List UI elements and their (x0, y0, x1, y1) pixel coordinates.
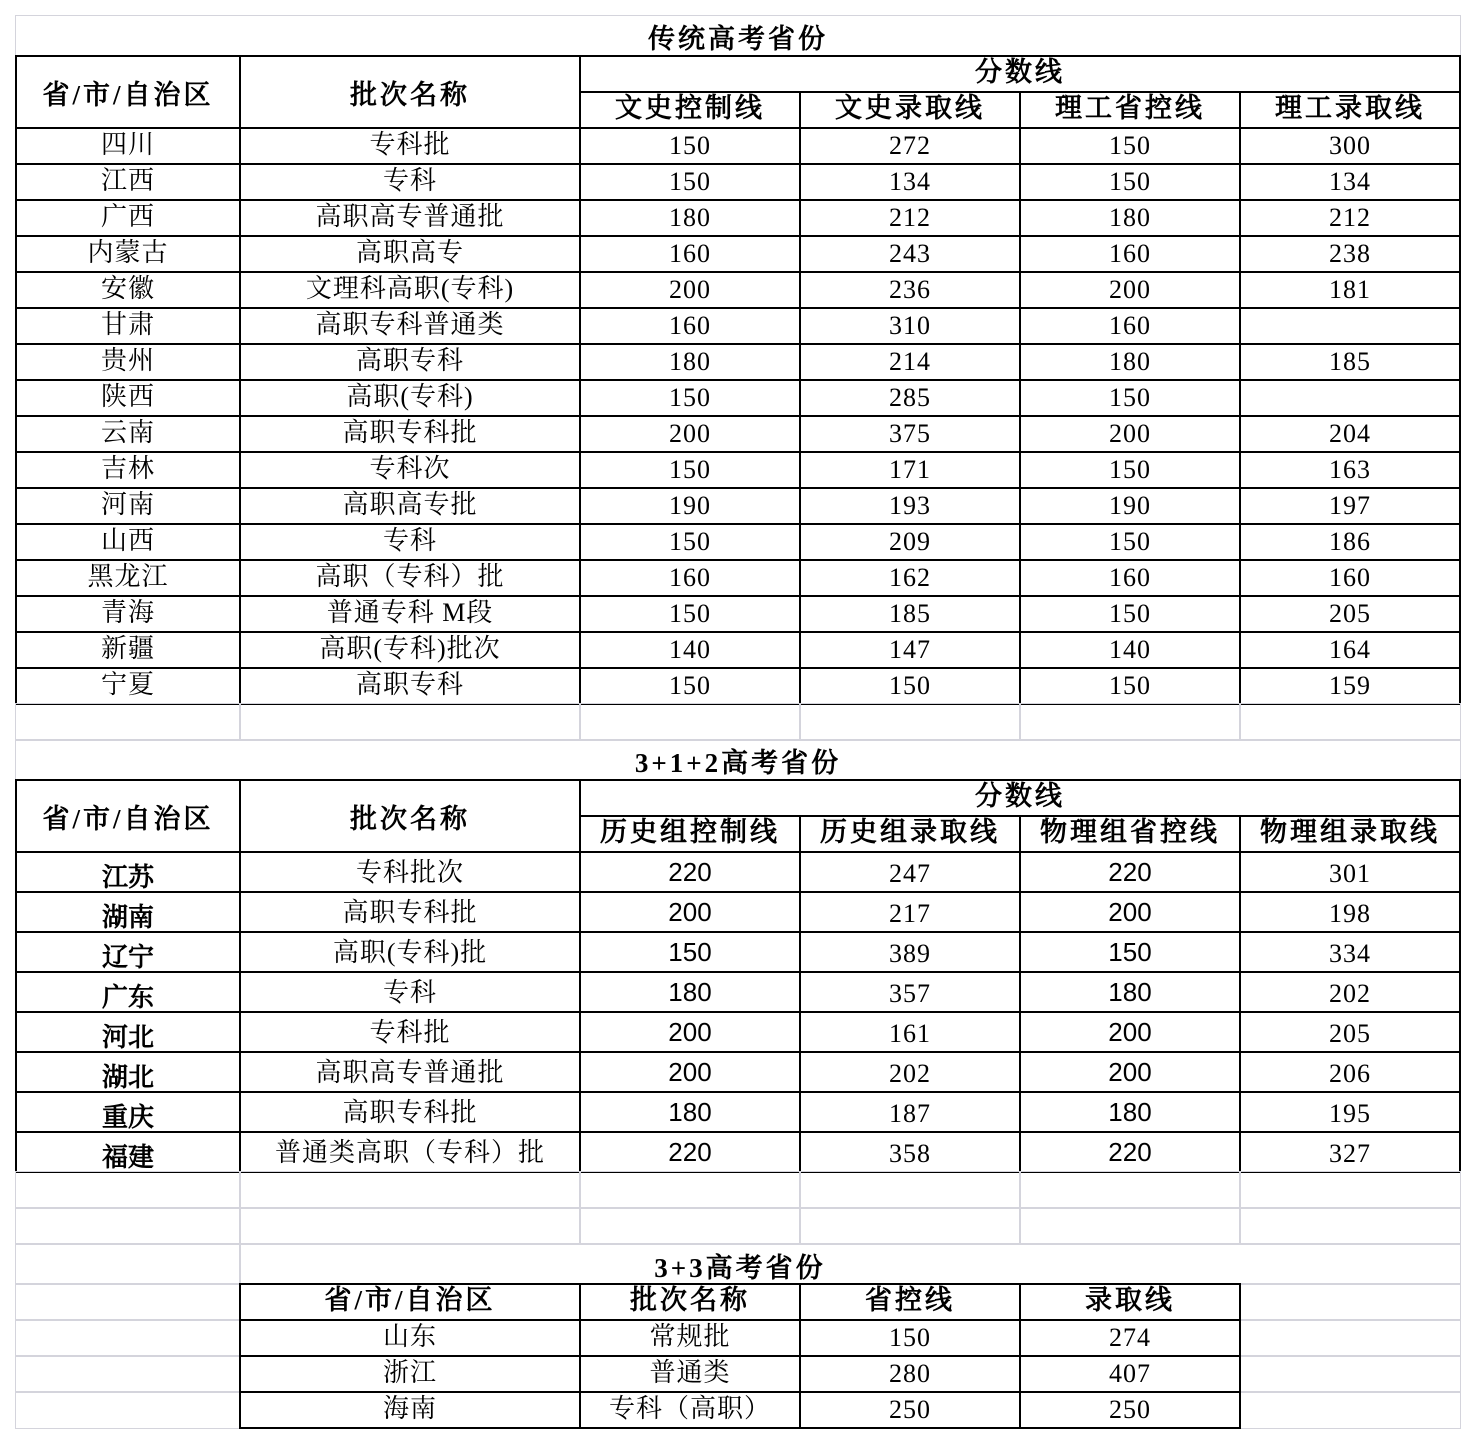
header-col[interactable]: 物理组录取线 (1239, 815, 1461, 853)
score-cell[interactable]: 164 (1239, 631, 1461, 669)
score-cell[interactable]: 150 (579, 595, 801, 633)
region-cell[interactable]: 江苏 (15, 851, 241, 893)
score-cell[interactable]: 250 (799, 1391, 1021, 1429)
score-cell[interactable]: 134 (799, 163, 1021, 201)
batch-cell[interactable]: 普通类 (579, 1355, 801, 1393)
score-cell[interactable]: 150 (579, 163, 801, 201)
batch-cell[interactable]: 高职专科批 (239, 1091, 581, 1133)
score-cell[interactable]: 150 (579, 667, 801, 705)
score-cell[interactable]: 150 (1019, 667, 1241, 705)
score-cell[interactable]: 150 (1019, 163, 1241, 201)
score-cell[interactable]: 205 (1239, 595, 1461, 633)
score-cell[interactable]: 389 (799, 931, 1021, 973)
score-cell[interactable]: 180 (1019, 199, 1241, 237)
empty-cell[interactable] (1239, 1207, 1461, 1245)
score-cell[interactable]: 236 (799, 271, 1021, 309)
batch-cell[interactable]: 高职（专科）批 (239, 559, 581, 597)
score-cell[interactable]: 160 (1019, 307, 1241, 345)
region-cell[interactable]: 甘肃 (15, 307, 241, 345)
score-cell[interactable] (1239, 379, 1461, 417)
batch-cell[interactable]: 高职专科批 (239, 415, 581, 453)
batch-cell[interactable]: 高职专科批 (239, 891, 581, 933)
empty-cell[interactable] (1019, 1207, 1241, 1245)
empty-cell[interactable] (15, 1391, 241, 1429)
header-col[interactable]: 批次名称 (579, 1283, 801, 1321)
batch-cell[interactable]: 高职专科 (239, 343, 581, 381)
region-cell[interactable]: 湖北 (15, 1051, 241, 1093)
score-cell[interactable]: 162 (799, 559, 1021, 597)
score-cell[interactable]: 186 (1239, 523, 1461, 561)
score-cell[interactable]: 190 (1019, 487, 1241, 525)
region-cell[interactable]: 四川 (15, 127, 241, 165)
empty-cell[interactable] (579, 1171, 801, 1209)
empty-cell[interactable] (15, 1355, 241, 1393)
header-col[interactable]: 历史组录取线 (799, 815, 1021, 853)
score-cell[interactable]: 140 (579, 631, 801, 669)
batch-cell[interactable]: 高职(专科) (239, 379, 581, 417)
score-cell[interactable]: 180 (1019, 343, 1241, 381)
score-cell[interactable]: 160 (1019, 235, 1241, 273)
empty-cell[interactable] (1239, 1319, 1461, 1357)
score-cell[interactable]: 358 (799, 1131, 1021, 1173)
score-cell[interactable]: 190 (579, 487, 801, 525)
score-cell[interactable]: 200 (579, 1011, 801, 1053)
section-title-3-1-2[interactable]: 3+1+2高考省份 (15, 739, 1461, 781)
score-cell[interactable]: 150 (579, 379, 801, 417)
empty-cell[interactable] (15, 1243, 241, 1285)
score-cell[interactable]: 160 (579, 559, 801, 597)
region-cell[interactable]: 浙江 (239, 1355, 581, 1393)
score-cell[interactable]: 247 (799, 851, 1021, 893)
batch-cell[interactable]: 普通类高职（专科）批 (239, 1131, 581, 1173)
score-cell[interactable]: 285 (799, 379, 1021, 417)
score-cell[interactable]: 150 (1019, 931, 1241, 973)
header-col[interactable]: 文史控制线 (579, 91, 801, 129)
empty-cell[interactable] (1019, 1171, 1241, 1209)
score-cell[interactable]: 140 (1019, 631, 1241, 669)
score-cell[interactable]: 159 (1239, 667, 1461, 705)
header-col[interactable]: 录取线 (1019, 1283, 1241, 1321)
score-cell[interactable]: 200 (1019, 271, 1241, 309)
header-col[interactable]: 理工省控线 (1019, 91, 1241, 129)
score-cell[interactable]: 180 (579, 343, 801, 381)
score-cell[interactable]: 272 (799, 127, 1021, 165)
score-cell[interactable]: 280 (799, 1355, 1021, 1393)
score-cell[interactable]: 200 (579, 271, 801, 309)
score-cell[interactable]: 150 (1019, 595, 1241, 633)
score-cell[interactable]: 160 (579, 307, 801, 345)
score-cell[interactable]: 150 (579, 127, 801, 165)
empty-cell[interactable] (1019, 703, 1241, 741)
score-cell[interactable]: 220 (579, 1131, 801, 1173)
empty-cell[interactable] (799, 1207, 1021, 1245)
score-cell[interactable]: 150 (579, 451, 801, 489)
region-cell[interactable]: 重庆 (15, 1091, 241, 1133)
score-cell[interactable]: 200 (1019, 891, 1241, 933)
score-cell[interactable]: 193 (799, 487, 1021, 525)
region-cell[interactable]: 江西 (15, 163, 241, 201)
batch-cell[interactable]: 高职(专科)批次 (239, 631, 581, 669)
header-batch[interactable]: 批次名称 (239, 779, 581, 853)
batch-cell[interactable]: 专科次 (239, 451, 581, 489)
batch-cell[interactable]: 高职专科普通类 (239, 307, 581, 345)
score-cell[interactable]: 198 (1239, 891, 1461, 933)
header-col[interactable]: 省/市/自治区 (239, 1283, 581, 1321)
score-cell[interactable]: 160 (579, 235, 801, 273)
header-col[interactable]: 物理组省控线 (1019, 815, 1241, 853)
region-cell[interactable]: 河北 (15, 1011, 241, 1053)
score-cell[interactable]: 200 (579, 1051, 801, 1093)
score-cell[interactable]: 310 (799, 307, 1021, 345)
empty-cell[interactable] (15, 1207, 241, 1245)
region-cell[interactable]: 陕西 (15, 379, 241, 417)
batch-cell[interactable]: 高职专科 (239, 667, 581, 705)
batch-cell[interactable]: 高职高专普通批 (239, 199, 581, 237)
score-cell[interactable]: 163 (1239, 451, 1461, 489)
header-col[interactable]: 历史组控制线 (579, 815, 801, 853)
batch-cell[interactable]: 专科 (239, 163, 581, 201)
score-cell[interactable]: 185 (1239, 343, 1461, 381)
score-cell[interactable]: 180 (1019, 971, 1241, 1013)
score-cell[interactable]: 150 (1019, 127, 1241, 165)
score-cell[interactable]: 185 (799, 595, 1021, 633)
score-cell[interactable]: 200 (579, 415, 801, 453)
empty-cell[interactable] (1239, 1355, 1461, 1393)
score-cell[interactable]: 334 (1239, 931, 1461, 973)
score-cell[interactable]: 200 (1019, 415, 1241, 453)
header-batch[interactable]: 批次名称 (239, 55, 581, 129)
score-cell[interactable]: 200 (1019, 1051, 1241, 1093)
score-cell[interactable]: 134 (1239, 163, 1461, 201)
region-cell[interactable]: 吉林 (15, 451, 241, 489)
empty-cell[interactable] (579, 1207, 801, 1245)
empty-cell[interactable] (15, 1171, 241, 1209)
score-cell[interactable]: 274 (1019, 1319, 1241, 1357)
score-cell[interactable]: 301 (1239, 851, 1461, 893)
batch-cell[interactable]: 高职(专科)批 (239, 931, 581, 973)
score-cell[interactable]: 150 (1019, 379, 1241, 417)
section-title-traditional[interactable]: 传统高考省份 (15, 15, 1461, 57)
empty-cell[interactable] (1239, 703, 1461, 741)
batch-cell[interactable]: 专科 (239, 523, 581, 561)
score-cell[interactable]: 209 (799, 523, 1021, 561)
score-cell[interactable]: 250 (1019, 1391, 1241, 1429)
score-cell[interactable]: 180 (579, 971, 801, 1013)
region-cell[interactable]: 河南 (15, 487, 241, 525)
batch-cell[interactable]: 专科 (239, 971, 581, 1013)
score-cell[interactable]: 407 (1019, 1355, 1241, 1393)
header-score-group[interactable]: 分数线 (579, 55, 1461, 93)
score-cell[interactable]: 187 (799, 1091, 1021, 1133)
score-cell[interactable]: 202 (1239, 971, 1461, 1013)
score-cell[interactable]: 181 (1239, 271, 1461, 309)
score-cell[interactable]: 200 (579, 891, 801, 933)
empty-cell[interactable] (15, 1319, 241, 1357)
score-cell[interactable]: 150 (799, 1319, 1021, 1357)
batch-cell[interactable]: 专科批 (239, 1011, 581, 1053)
region-cell[interactable]: 云南 (15, 415, 241, 453)
score-cell[interactable]: 150 (799, 667, 1021, 705)
region-cell[interactable]: 湖南 (15, 891, 241, 933)
batch-cell[interactable]: 高职高专批 (239, 487, 581, 525)
score-cell[interactable]: 195 (1239, 1091, 1461, 1133)
batch-cell[interactable]: 常规批 (579, 1319, 801, 1357)
header-col[interactable]: 省控线 (799, 1283, 1021, 1321)
score-cell[interactable]: 238 (1239, 235, 1461, 273)
header-col[interactable]: 文史录取线 (799, 91, 1021, 129)
empty-cell[interactable] (799, 703, 1021, 741)
score-cell[interactable]: 171 (799, 451, 1021, 489)
empty-cell[interactable] (239, 1171, 581, 1209)
region-cell[interactable]: 福建 (15, 1131, 241, 1173)
batch-cell[interactable]: 专科批 (239, 127, 581, 165)
empty-cell[interactable] (799, 1171, 1021, 1209)
score-cell[interactable]: 205 (1239, 1011, 1461, 1053)
score-cell[interactable]: 220 (1019, 851, 1241, 893)
region-cell[interactable]: 贵州 (15, 343, 241, 381)
score-cell[interactable]: 212 (1239, 199, 1461, 237)
score-cell[interactable]: 180 (1019, 1091, 1241, 1133)
region-cell[interactable]: 黑龙江 (15, 559, 241, 597)
batch-cell[interactable]: 专科（高职） (579, 1391, 801, 1429)
score-cell[interactable]: 180 (579, 199, 801, 237)
score-cell[interactable]: 197 (1239, 487, 1461, 525)
batch-cell[interactable]: 普通专科 M段 (239, 595, 581, 633)
score-cell[interactable]: 375 (799, 415, 1021, 453)
batch-cell[interactable]: 高职高专 (239, 235, 581, 273)
score-cell[interactable]: 204 (1239, 415, 1461, 453)
score-cell[interactable]: 160 (1239, 559, 1461, 597)
score-cell[interactable]: 220 (579, 851, 801, 893)
empty-cell[interactable] (1239, 1283, 1461, 1321)
region-cell[interactable]: 山东 (239, 1319, 581, 1357)
score-cell[interactable]: 212 (799, 199, 1021, 237)
score-cell[interactable]: 160 (1019, 559, 1241, 597)
header-col[interactable]: 理工录取线 (1239, 91, 1461, 129)
region-cell[interactable]: 辽宁 (15, 931, 241, 973)
empty-cell[interactable] (239, 1207, 581, 1245)
batch-cell[interactable]: 专科批次 (239, 851, 581, 893)
score-cell[interactable]: 147 (799, 631, 1021, 669)
header-region[interactable]: 省/市/自治区 (15, 55, 241, 129)
empty-cell[interactable] (1239, 1171, 1461, 1209)
region-cell[interactable]: 广西 (15, 199, 241, 237)
score-cell[interactable] (1239, 307, 1461, 345)
score-cell[interactable]: 220 (1019, 1131, 1241, 1173)
region-cell[interactable]: 青海 (15, 595, 241, 633)
header-region[interactable]: 省/市/自治区 (15, 779, 241, 853)
score-cell[interactable]: 214 (799, 343, 1021, 381)
empty-cell[interactable] (239, 703, 581, 741)
score-cell[interactable]: 150 (579, 931, 801, 973)
batch-cell[interactable]: 文理科高职(专科) (239, 271, 581, 309)
score-cell[interactable]: 243 (799, 235, 1021, 273)
region-cell[interactable]: 宁夏 (15, 667, 241, 705)
score-cell[interactable]: 150 (579, 523, 801, 561)
score-cell[interactable]: 206 (1239, 1051, 1461, 1093)
empty-cell[interactable] (15, 703, 241, 741)
score-cell[interactable]: 200 (1019, 1011, 1241, 1053)
score-cell[interactable]: 327 (1239, 1131, 1461, 1173)
region-cell[interactable]: 山西 (15, 523, 241, 561)
score-cell[interactable]: 217 (799, 891, 1021, 933)
score-cell[interactable]: 180 (579, 1091, 801, 1133)
empty-cell[interactable] (15, 1283, 241, 1321)
region-cell[interactable]: 新疆 (15, 631, 241, 669)
batch-cell[interactable]: 高职高专普通批 (239, 1051, 581, 1093)
region-cell[interactable]: 海南 (239, 1391, 581, 1429)
section-title-3-3[interactable]: 3+3高考省份 (654, 1253, 826, 1283)
score-cell[interactable]: 161 (799, 1011, 1021, 1053)
score-cell[interactable]: 357 (799, 971, 1021, 1013)
score-cell[interactable]: 300 (1239, 127, 1461, 165)
region-cell[interactable]: 安徽 (15, 271, 241, 309)
header-score-group[interactable]: 分数线 (579, 779, 1461, 817)
region-cell[interactable]: 广东 (15, 971, 241, 1013)
empty-cell[interactable] (579, 703, 801, 741)
score-cell[interactable]: 150 (1019, 523, 1241, 561)
score-cell[interactable]: 202 (799, 1051, 1021, 1093)
empty-cell[interactable] (1239, 1391, 1461, 1429)
region-cell[interactable]: 内蒙古 (15, 235, 241, 273)
score-cell[interactable]: 150 (1019, 451, 1241, 489)
